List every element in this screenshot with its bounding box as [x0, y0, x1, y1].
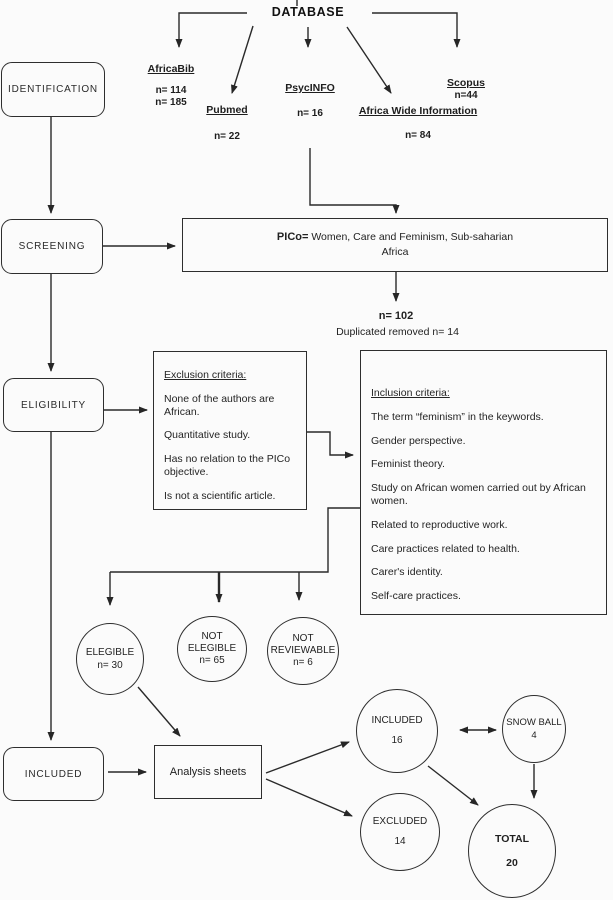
- database-source-pubmed: [187, 104, 267, 143]
- pubmed-label: Pubmed: [206, 104, 248, 116]
- pico-text-line2: Africa: [381, 246, 409, 259]
- psycinfo-count: n= 16: [297, 108, 323, 119]
- inclusion-item: The term “feminism” in the keywords.: [371, 410, 544, 423]
- stage-eligibility: ELIGIBILITY: [3, 378, 104, 432]
- exclusion-item: None of the authors are African.: [164, 392, 275, 418]
- inclusion-item: Study on African women carried out by African women.: [371, 482, 586, 507]
- pico-prefix: PICo=: [276, 231, 309, 244]
- screening-n-count: n= 102: [378, 310, 414, 322]
- circle-excluded: [360, 793, 440, 871]
- africabib-count-2: n= 185: [155, 96, 187, 108]
- circle-not-elegible: [177, 616, 247, 682]
- pubmed-count: n= 22: [214, 131, 240, 142]
- scopus-label: Scopus: [447, 77, 485, 89]
- exclusion-item: Has no relation to the PICo objective.: [164, 453, 291, 478]
- total-label: TOTAL: [494, 832, 530, 845]
- inclusion-item: Carer's identity.: [371, 566, 443, 579]
- inclusion-criteria-box: [360, 350, 607, 615]
- arrow-database-to-pubmed: [232, 26, 253, 93]
- included16-count: 16: [391, 735, 403, 746]
- line-inclusion-to-outcomes: [110, 508, 360, 572]
- arrow-analysis-to-included16: [266, 742, 349, 773]
- inclusion-criteria-title: Inclusion criteria:: [371, 387, 450, 399]
- snowball-count: 4: [531, 729, 537, 741]
- database-title: DATABASE: [271, 5, 345, 19]
- included16-label: INCLUDED: [371, 715, 423, 727]
- circle-included-16: [356, 689, 438, 773]
- africabib-count-1: n= 114: [155, 85, 187, 96]
- exclusion-criteria-box: [153, 351, 307, 510]
- africa-wide-count: n= 84: [405, 130, 431, 141]
- arrow-database-to-africabib: [179, 13, 247, 47]
- circle-snowball: [502, 695, 566, 763]
- not-reviewable-label: NOT: [292, 632, 314, 644]
- circle-total: [468, 804, 556, 898]
- stage-identification: IDENTIFICATION: [1, 62, 105, 117]
- snowball-label: SNOW BALL: [506, 717, 562, 729]
- arrow-database-to-africa-wide: [347, 27, 391, 93]
- not-reviewable-label-2: REVIEWABLE: [270, 644, 336, 656]
- not-elegible-count: n= 65: [199, 655, 225, 667]
- exclusion-item: Is not a scientific article.: [164, 489, 276, 502]
- not-elegible-label: NOT: [201, 630, 223, 642]
- exclusion-item: Quantitative study.: [164, 429, 251, 442]
- arrow-exclusion-to-inclusion: [307, 432, 353, 455]
- database-source-scopus: [426, 77, 506, 102]
- not-reviewable-count: n= 6: [293, 657, 313, 669]
- excluded-label: EXCLUDED: [372, 816, 428, 828]
- africa-wide-label: Africa Wide Information: [358, 105, 478, 117]
- arrow-included16-to-total: [428, 766, 478, 805]
- database-source-africa-wide: [348, 105, 488, 142]
- arrow-database-to-scopus: [372, 13, 457, 47]
- inclusion-item: Gender perspective.: [371, 434, 466, 447]
- stage-included: INCLUDED: [3, 747, 104, 801]
- arrow-analysis-to-excluded: [266, 779, 352, 816]
- inclusion-item: Feminist theory.: [371, 458, 445, 471]
- arrow-psycinfo-to-pico: [310, 148, 396, 213]
- stage-screening: SCREENING: [1, 219, 103, 274]
- circle-elegible: [76, 623, 144, 695]
- elegible-count: n= 30: [97, 659, 123, 671]
- total-count: 20: [506, 857, 518, 869]
- inclusion-item: Care practices related to health.: [371, 542, 520, 555]
- excluded-count: 14: [394, 836, 406, 847]
- database-source-africabib: [131, 63, 211, 108]
- pico-text: Women, Care and Feminism, Sub-saharian: [308, 231, 514, 244]
- circle-not-reviewable: [267, 617, 339, 685]
- scopus-count: n=44: [454, 90, 478, 101]
- elegible-label: ELEGIBLE: [85, 646, 135, 658]
- database-source-psycinfo: [269, 82, 351, 120]
- not-elegible-label-2: ELEGIBLE: [187, 642, 237, 654]
- psycinfo-label: PsycINFO: [285, 82, 335, 94]
- duplicates-removed-note: Duplicated removed n= 14: [336, 326, 459, 338]
- africabib-label: AfricaBib: [147, 63, 195, 75]
- analysis-sheets-box: Analysis sheets: [154, 745, 262, 799]
- inclusion-item: Related to reproductive work.: [371, 518, 508, 531]
- inclusion-item: Self-care practices.: [371, 590, 461, 603]
- pico-box: [182, 218, 608, 272]
- exclusion-criteria-title: Exclusion criteria:: [164, 369, 247, 381]
- arrow-elegible-to-analysis: [138, 687, 180, 736]
